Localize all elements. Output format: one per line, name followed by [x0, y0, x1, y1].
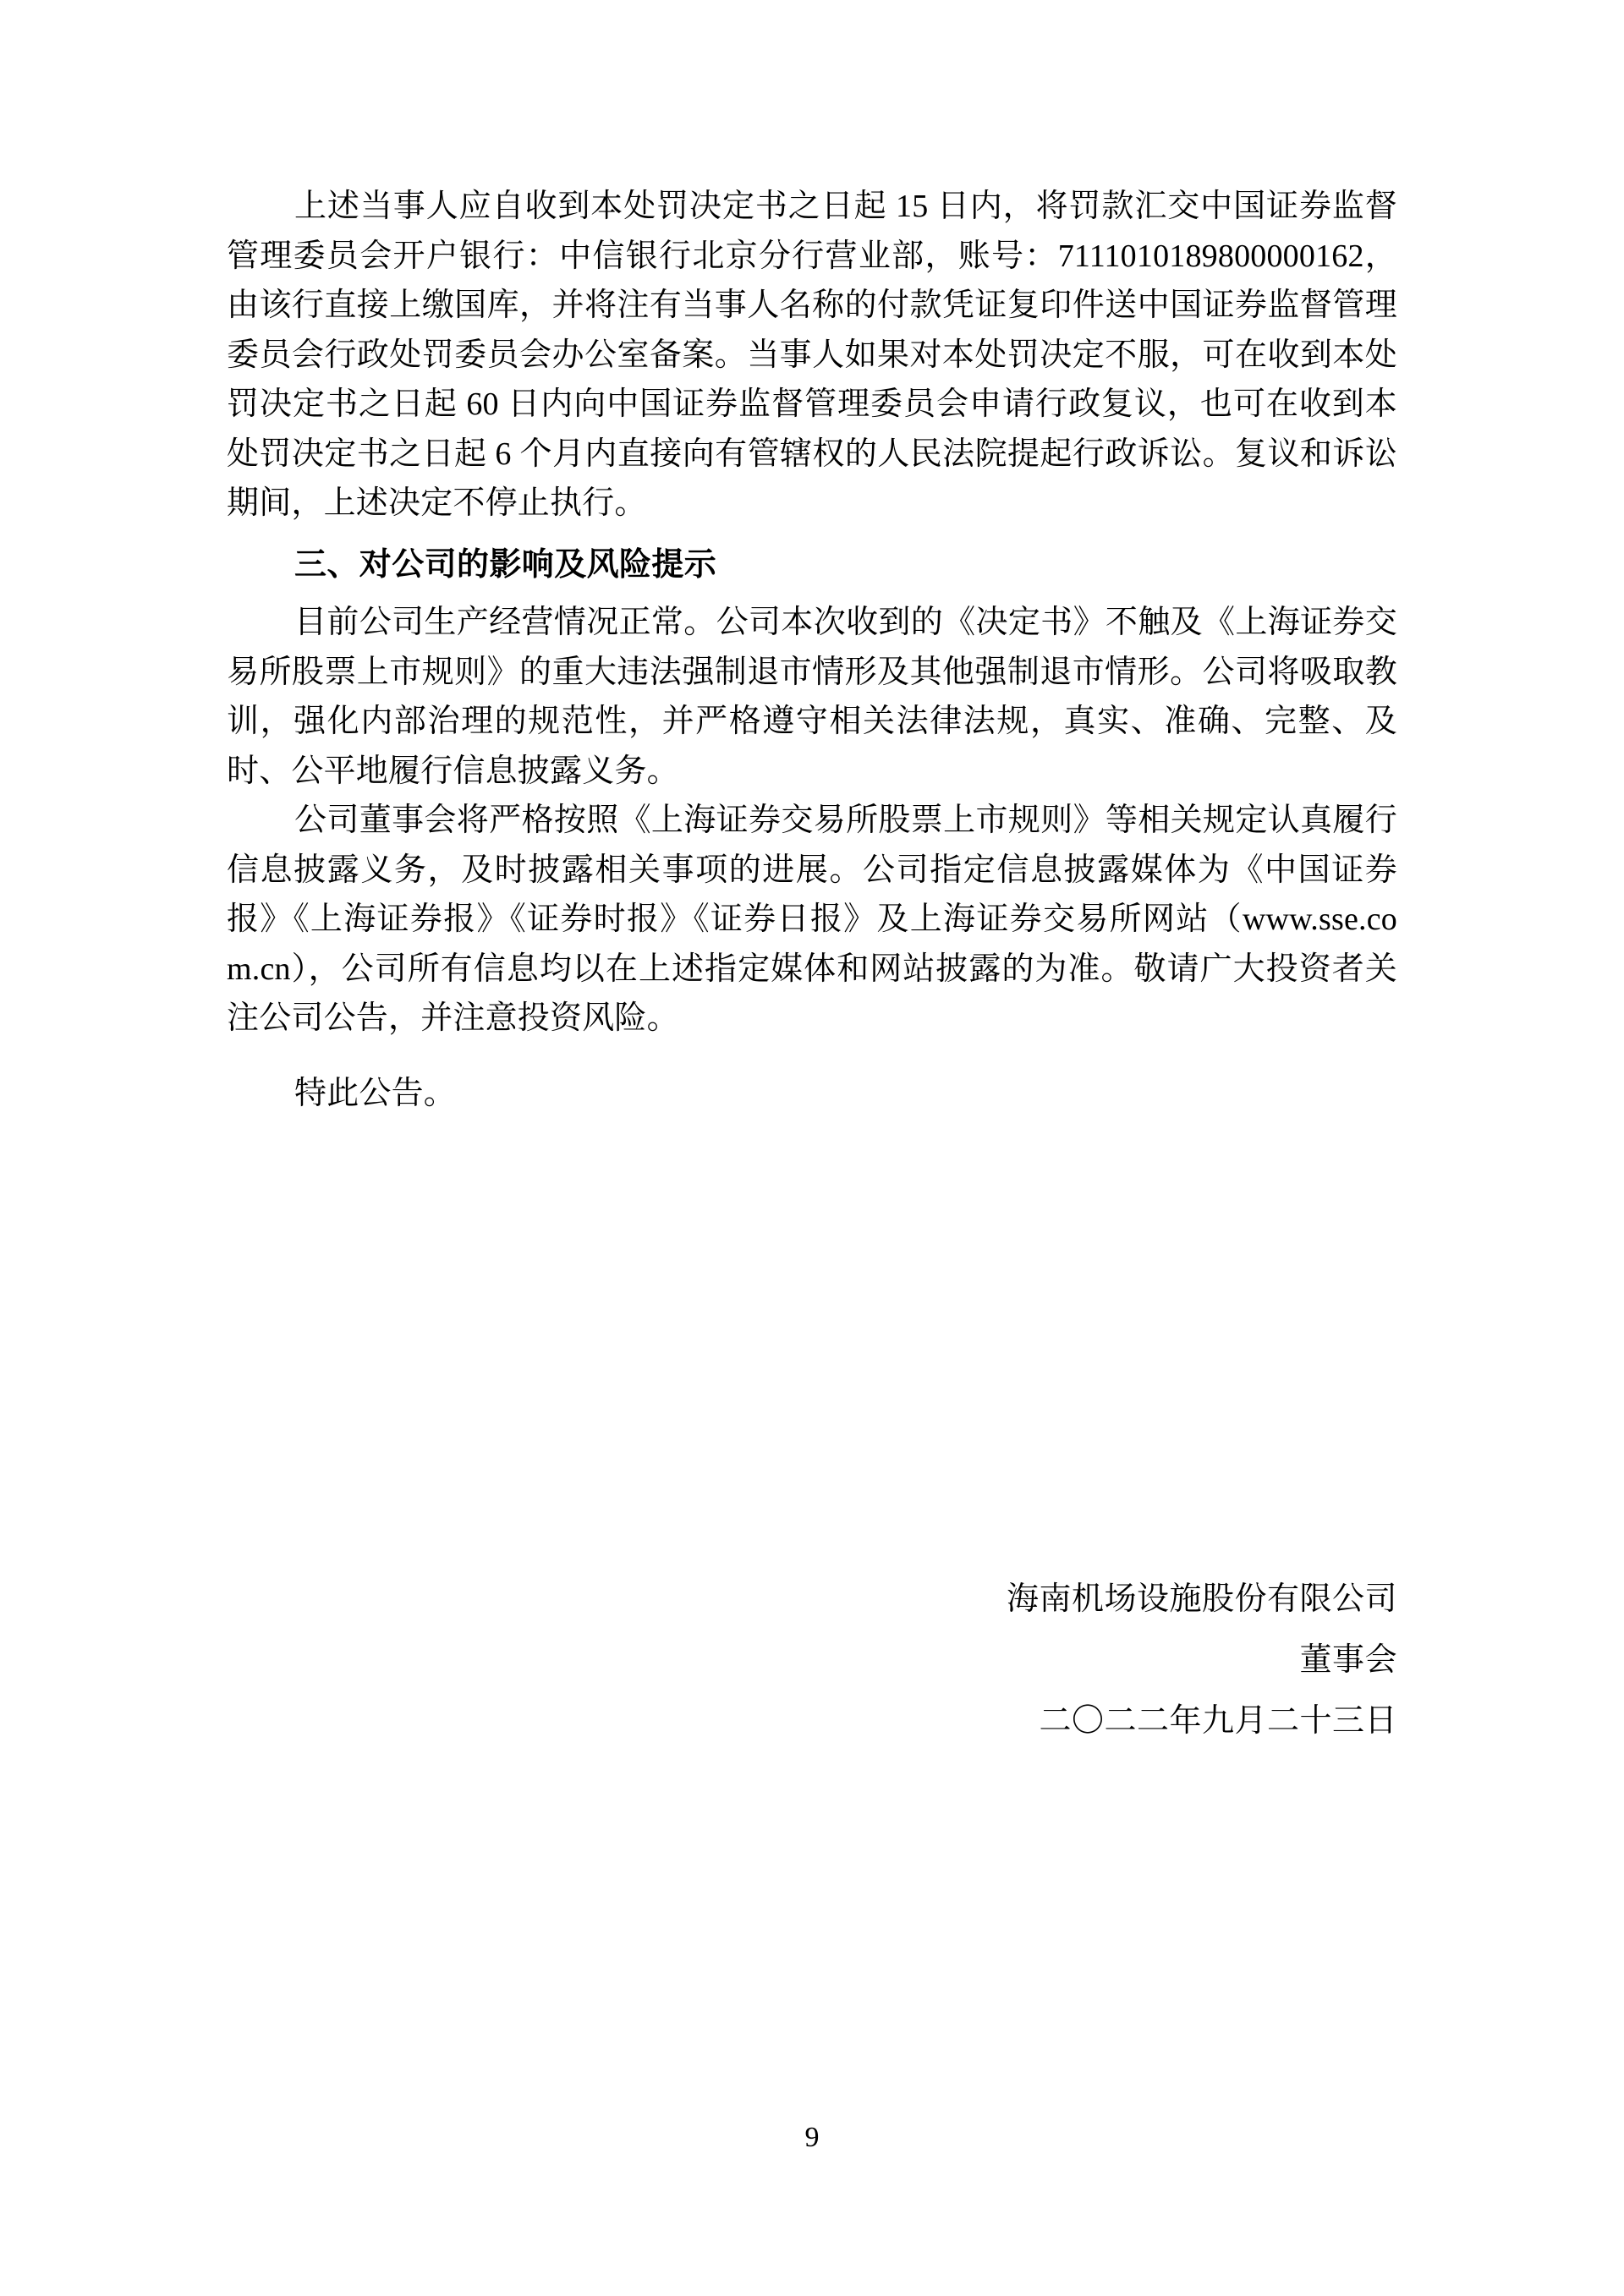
- paragraph-penalty-payment: 上述当事人应自收到本处罚决定书之日起 15 日内，将罚款汇交中国证券监督管理委员会开户银行：中信银行北京分行营业部，账号：7111010189800000162，由该行直接上缴国库，并将注有当事人名称的付款凭证复印件送中国证券监督管理委员会行政处罚委员会办公室备案。当事人如果对本处罚决定不服，可在收到本处罚决定书之日起 60 日内向中国证券监督管理委员会申请行政复议，也可在收到本处罚决定书之日起 6 个月内直接向有管辖权的人民法院提起行政诉讼。复议和诉讼期间，上述决定不停止执行。: [227, 189, 1397, 521]
- signature-issuer: 董事会: [1299, 1642, 1397, 1678]
- signature-date: 二〇二二年九月二十三日: [1039, 1703, 1397, 1739]
- signature-block: [227, 1569, 1399, 1751]
- document-body: [227, 182, 1397, 1118]
- paragraph-impact: 目前公司生产经营情况正常。公司本次收到的《决定书》不触及《上海证券交易所股票上市规则》的重大违法强制退市情形及其他强制退市情形。公司将吸取教训，强化内部治理的规范性，并严格遵守相关法律法规，真实、准确、完整、及时、公平地履行信息披露义务。: [227, 605, 1397, 789]
- section-heading-impact-and-risk: 三、对公司的影响及风险提示: [294, 546, 717, 583]
- paragraph-board-disclosure: 公司董事会将严格按照《上海证券交易所股票上市规则》等相关规定认真履行信息披露义务，及时披露相关事项的进展。公司指定信息披露媒体为《中国证券报》《上海证券报》《证券时报》《证券日报》及上海证券交易所网站（www.sse.com.cn），公司所有信息均以在上述指定媒体和网站披露的为准。敬请广大投资者关注公司公告，并注意投资风险。: [227, 803, 1397, 1036]
- signature-company-name: 海南机场设施股份有限公司: [1006, 1581, 1397, 1617]
- paragraph-closing: 特此公告。: [294, 1075, 457, 1111]
- page-number: 9: [804, 2122, 820, 2153]
